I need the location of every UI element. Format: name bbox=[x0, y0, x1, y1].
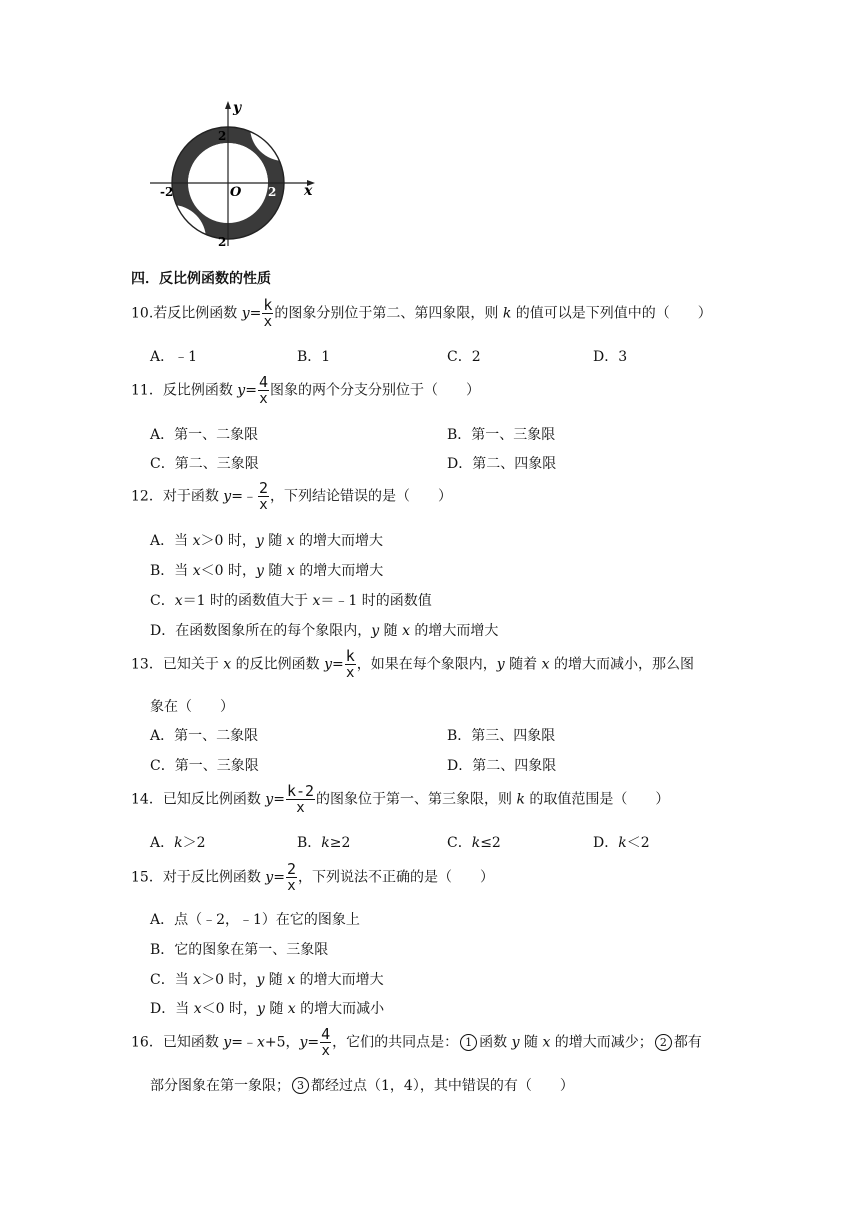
q14-option-c[interactable]: C．k≤2 bbox=[447, 835, 501, 851]
q10-option-c[interactable]: C．2 bbox=[447, 349, 481, 365]
question-10: 10.若反比例函数 y= $\frac{k}{x}$ 的图象分别位于第二、第四象限，则 k 的值可以是下列值中的（ ） bbox=[131, 296, 712, 330]
q13-fraction: $\frac{k}{x}$ bbox=[345, 647, 355, 681]
q10-option-b[interactable]: B．1 bbox=[297, 349, 331, 365]
tick-x-pos: 2 bbox=[268, 185, 277, 199]
q12-option-b[interactable]: B．当 x＜0 时，y 随 x 的增大而增大 bbox=[150, 563, 384, 579]
q11-fraction: $\frac{4}{x}$ bbox=[258, 373, 268, 407]
q14-option-b[interactable]: B．k≥2 bbox=[297, 835, 351, 851]
q14-option-d[interactable]: D．k＜2 bbox=[593, 835, 650, 851]
q12-fraction: $\frac{2}{x}$ bbox=[258, 479, 268, 513]
q10-option-a[interactable]: A．﹣1 bbox=[150, 349, 198, 365]
q10-fraction: $\frac{k}{x}$ bbox=[263, 296, 273, 330]
q12-option-c[interactable]: C．x＝1 时的函数值大于 x＝﹣1 时的函数值 bbox=[150, 593, 432, 609]
q12-option-d[interactable]: D．在函数图象所在的每个象限内，y 随 x 的增大而增大 bbox=[150, 623, 499, 639]
q15-fraction: $\frac{2}{x}$ bbox=[286, 860, 296, 894]
q15-option-b[interactable]: B．它的图象在第一、三象限 bbox=[150, 942, 329, 958]
q13-line2: 象在（ ） bbox=[150, 699, 234, 715]
tick-y-pos: 2 bbox=[218, 129, 227, 143]
circled-number-2: 2 bbox=[655, 1034, 672, 1051]
q13-option-b[interactable]: B．第三、四象限 bbox=[447, 728, 556, 744]
q12-option-a[interactable]: A．当 x＞0 时，y 随 x 的增大而增大 bbox=[150, 533, 384, 549]
q15-option-c[interactable]: C．当 x＞0 时，y 随 x 的增大而增大 bbox=[150, 972, 384, 988]
q11-option-b[interactable]: B．第一、三象限 bbox=[447, 427, 556, 443]
question-12: 12．对于函数 y=﹣ $\frac{2}{x}$ ，下列结论错误的是（ ） bbox=[131, 479, 452, 513]
q11-option-a[interactable]: A．第一、二象限 bbox=[150, 427, 259, 443]
circled-number-1: 1 bbox=[460, 1034, 477, 1051]
axis-x-label: x bbox=[304, 183, 313, 199]
question-11: 11．反比例函数 y= $\frac{4}{x}$ 图象的两个分支分别位于（ ） bbox=[131, 373, 480, 407]
q13-option-c[interactable]: C．第一、三象限 bbox=[150, 758, 259, 774]
tick-x-neg: -2 bbox=[160, 185, 174, 199]
q10-option-d[interactable]: D．3 bbox=[593, 349, 628, 365]
origin-label: O bbox=[230, 185, 242, 200]
q14-fraction: $\frac{k-2}{x}$ bbox=[286, 782, 315, 816]
q15-option-a[interactable]: A．点（﹣2，﹣1）在它的图象上 bbox=[150, 912, 360, 928]
q16-fraction: $\frac{4}{x}$ bbox=[321, 1025, 331, 1059]
q11-option-d[interactable]: D．第二、四象限 bbox=[447, 456, 557, 472]
q14-option-a[interactable]: A．k＞2 bbox=[150, 835, 206, 851]
circle-figure bbox=[145, 98, 325, 250]
question-14: 14．已知反比例函数 y= $\frac{k-2}{x}$ 的图象位于第一、第三象限，则 k 的取值范围是（ ） bbox=[131, 782, 670, 816]
question-13: 13．已知关于 x 的反比例函数 y= $\frac{k}{x}$ ，如果在每个象限内，y 随着 x 的增大而减小，那么图 bbox=[131, 647, 694, 681]
tick-y-neg: 2 bbox=[218, 235, 227, 249]
question-16: 16．已知函数 y=﹣x+5，y= $\frac{4}{x}$ ，它们的共同点是： 1 函数 y 随 x 的增大而减少； 2 都有 bbox=[131, 1025, 702, 1059]
question-15: 15．对于反比例函数 y= $\frac{2}{x}$ ，下列说法不正确的是（ ） bbox=[131, 860, 494, 894]
circled-number-3: 3 bbox=[292, 1077, 309, 1094]
q10-number: 10. bbox=[131, 305, 154, 322]
q13-option-d[interactable]: D．第二、四象限 bbox=[447, 758, 557, 774]
q11-option-c[interactable]: C．第二、三象限 bbox=[150, 456, 259, 472]
q16-line2: 部分图象在第一象限； 3 都经过点（1，4），其中错误的有（ ） bbox=[150, 1078, 574, 1094]
axis-y-label: y bbox=[233, 100, 242, 116]
q13-option-a[interactable]: A．第一、二象限 bbox=[150, 728, 259, 744]
section-title: 四．反比例函数的性质 bbox=[131, 271, 271, 287]
q15-option-d[interactable]: D．当 x＜0 时，y 随 x 的增大而减小 bbox=[150, 1001, 385, 1017]
